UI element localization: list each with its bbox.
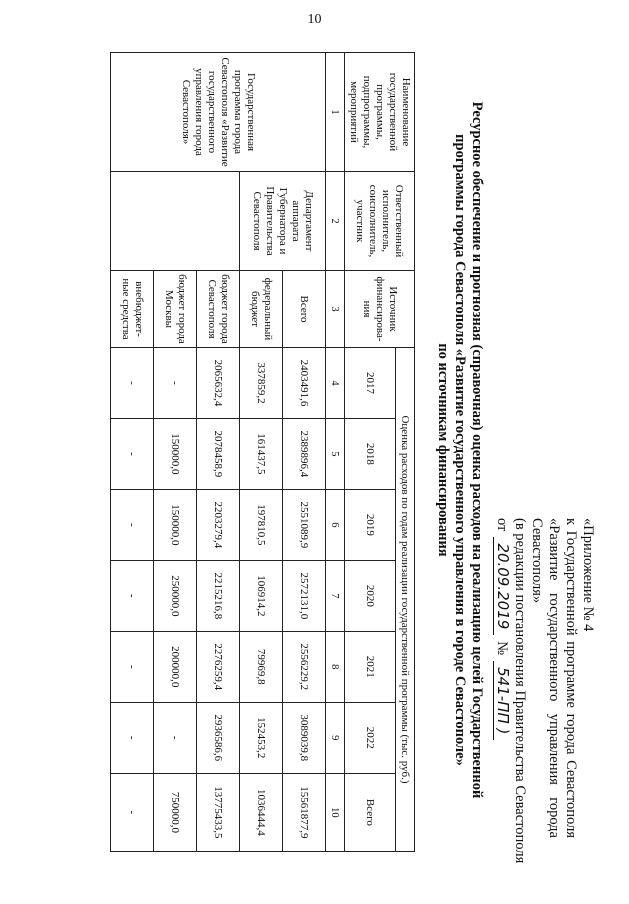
table-cell: 250000,0 (154, 560, 197, 631)
table-cell: - (111, 702, 154, 773)
page-number: 10 (307, 12, 322, 27)
table-cell: 13775433,5 (197, 773, 240, 851)
resolution-number: 541-ПП ) (493, 661, 511, 740)
table-cell: 337859,2 (240, 348, 283, 419)
header-year: 2022 (345, 702, 396, 773)
table-cell: 2203279,4 (197, 489, 240, 560)
table-cell: 2078458,9 (197, 418, 240, 489)
table-cell: 2556229,2 (283, 631, 326, 702)
column-number: 3 (326, 271, 345, 348)
column-number: 2 (326, 172, 345, 271)
table-cell: - (111, 418, 154, 489)
document-heading (434, 40, 485, 860)
resolution-date: 20.09.2019 (493, 537, 511, 635)
heading-line: программы города Севастополя «Развитие государственного управления в городе Севастополе» (452, 134, 468, 766)
from-label: от (494, 518, 510, 532)
table-cell: 2065632,4 (197, 348, 240, 419)
table-cell: 79969,8 (240, 631, 283, 702)
funding-source: федеральный бюджет (240, 271, 283, 348)
funding-source: внебюджет-ные средства (111, 271, 154, 348)
funding-source: Всего (283, 271, 326, 348)
column-number: 6 (326, 489, 345, 560)
table-cell: 2389896,4 (283, 418, 326, 489)
column-number: 7 (326, 560, 345, 631)
table-cell: 15561877,9 (283, 773, 326, 851)
header-year: 2017 (345, 348, 396, 419)
appendix-line: к Государственной программе города Севастополя (563, 518, 579, 838)
table-cell: 2551089,9 (283, 489, 326, 560)
table-cell: 3089039,8 (283, 702, 326, 773)
responsible-executor: Департамент аппарата Губернатора и Правительства Севастополя (240, 172, 326, 271)
table-cell: 161437,5 (240, 418, 283, 489)
table-cell: - (111, 631, 154, 702)
header-name: Наименование государственной программы, подпрограммы, мероприятий (345, 53, 415, 172)
program-name: Государственная программа города Севастополя «Развитие государственного управления города Севастополя» (111, 53, 326, 172)
table-cell: 2936586,6 (197, 702, 240, 773)
column-number: 4 (326, 348, 345, 419)
funding-source: бюджет города Севастополя (197, 271, 240, 348)
column-number: 1 (326, 53, 345, 172)
table-cell: 197810,5 (240, 489, 283, 560)
header-year: 2020 (345, 560, 396, 631)
table-cell: - (111, 773, 154, 851)
header-year: 2021 (345, 631, 396, 702)
table-cell: 1036444,4 (240, 773, 283, 851)
header-estimate: Оценка расходов по годам реализации государственной программы (тыс. руб.) (396, 348, 415, 852)
appendix-note (493, 518, 596, 864)
header-year: 2019 (345, 489, 396, 560)
funding-source: бюджет города Москвы (154, 271, 197, 348)
table-cell: 2215216,8 (197, 560, 240, 631)
table-row (197, 53, 240, 852)
column-number: 9 (326, 702, 345, 773)
table-cell: 150000,0 (154, 489, 197, 560)
heading-line: Ресурсное обеспечение и прогнозная (справочная) оценка расходов на реализацию целей Государственной (469, 101, 485, 799)
table-cell: 2276259,4 (197, 631, 240, 702)
table-cell: 150000,0 (154, 418, 197, 489)
table-cell: 106914,2 (240, 560, 283, 631)
table-cell: 750000,0 (154, 773, 197, 851)
table-cell: - (154, 702, 197, 773)
header-total: Всего (345, 773, 396, 851)
table-cell: - (154, 348, 197, 419)
table-cell: 200000,0 (154, 631, 197, 702)
appendix-line: Севастополя» (529, 518, 545, 604)
table-cell: - (111, 560, 154, 631)
appendix-line: «Развитие государственного управления города (546, 518, 562, 838)
header-source: Источник финансирова-ния (345, 271, 415, 348)
responsible-executor-empty (111, 172, 240, 271)
header-responsible: Ответственный исполнитель, соисполнитель, участник (345, 172, 415, 271)
column-number: 10 (326, 773, 345, 851)
table-cell: 2403491,6 (283, 348, 326, 419)
header-year: 2018 (345, 418, 396, 489)
table-cell: 2572131,0 (283, 560, 326, 631)
table-cell: 152453,2 (240, 702, 283, 773)
rotated-page-content (25, 40, 610, 864)
table-cell: - (111, 489, 154, 560)
table-row (283, 53, 326, 852)
appendix-line: (в редакции постановления Правительства Севастополя (512, 518, 528, 864)
table-cell: - (111, 348, 154, 419)
heading-line: по источникам финансирования (435, 343, 451, 557)
appendix-title: «Приложение № 4 (580, 518, 596, 632)
column-number: 8 (326, 631, 345, 702)
column-number: 5 (326, 418, 345, 489)
resolution-reference (493, 518, 511, 838)
number-label: № (494, 641, 510, 656)
financing-table (110, 52, 415, 852)
